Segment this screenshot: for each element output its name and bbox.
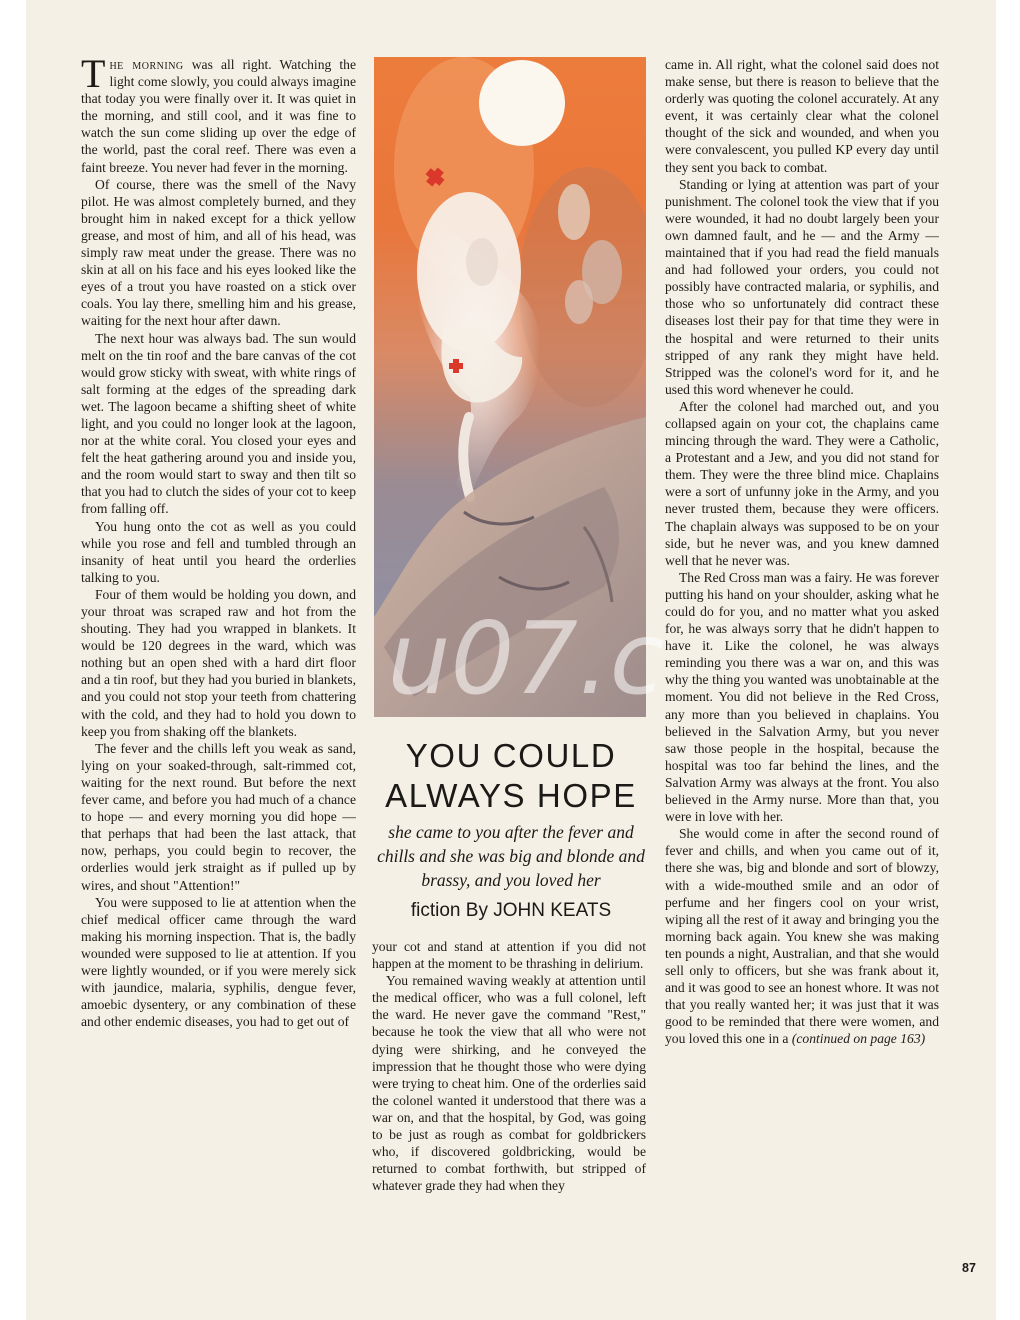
paragraph: After the colonel had marched out, and you collapsed again on your cot, the chaplains came mincing through the ward. They were a Catholic, a Protestant and a Jew, and you did not stand for them. They were the three blind mice. Chaplains were a sort of unfunny joke in the Army, and you never trusted them, because they were officers. The chaplain always was supposed to be on your side, but he never was, and you knew damned well that he never was. xyxy=(665,398,939,568)
magazine-page xyxy=(26,0,996,1320)
paragraph: You remained waving weakly at attention until the medical officer, who was a full colonel, left the ward. He never gave the command "Rest," because he took the view that all who were not dying were shirking, and he conveyed the impression that he thought those who were dying were trying to cheat him. One of the orderlies said the colonel wanted it understood that there was a war on, and that the hospital, by God, was going to be just as rough as combat for goldbrickers who, if discovered goldbricking, would be returned to combat forthwith, but stripped of whatever grade they had when they xyxy=(372,973,646,1194)
body-column-3 xyxy=(665,56,939,1276)
paragraph: your cot and stand at attention if you did not happen at the moment to be thrashing in delirium. xyxy=(372,939,646,972)
article-title: YOU COULD ALWAYS HOPE xyxy=(385,737,637,814)
drop-cap: T xyxy=(81,56,106,96)
body-column-1 xyxy=(81,56,356,1276)
byline: fiction By JOHN KEATS xyxy=(410,900,612,921)
body-column-2 xyxy=(372,938,646,1276)
sun-shape xyxy=(479,60,565,146)
paragraph xyxy=(665,825,939,1047)
paragraph-text: was all right. Watching the light come slowly, you could always imagine that today you were finally over it. It was quiet in the morning, and still cool, and it was fine to watch the sun come sliding up over the edge of the world, past the coral reef. There was even a faint breeze. You never had fever in the morning. xyxy=(81,57,356,175)
paragraph: You hung onto the cot as well as you could while you rose and fell and tumbled through an insanity of heat until you heard the orderlies talking to you. xyxy=(81,518,356,585)
paragraph: The Red Cross man was a fairy. He was forever putting his hand on your shoulder, asking what he could do for you, and no matter what you asked for, he was always sorry that he didn't happen to have it. Like the colonel, he was always reminding you there was a war on, and this was why the thing you wanted was unobtainable at the moment. You did not believe in the Red Cross, any more than you believed in chaplains. You believed in the Salvation Army, but you never saw those people in the hospital, because the hospital was too far behind the lines, and the Salvation Army was always at the front. You also believed in the Army nurse. More than that, you were in love with her. xyxy=(665,569,939,825)
paragraph: Four of them would be holding you down, and your throat was scraped raw and hot from the shouting. They had you wrapped in blankets. It would be 120 degrees in the ward, which was nothing but an open shed with a hard dirt floor and a tin roof, but they had you buried in blankets, and you could not stop your teeth from chattering with the cold, and they had to hold you down to keep you from shaking off the blankets. xyxy=(81,586,356,739)
paragraph: Standing or lying at attention was part of your punishment. The colonel took the view that if you were wounded, it had no doubt largely been your own damned fault, and he — and the Army — maintained that if you had read the field manuals and had followed your orders, you could not possibly have contracted malaria, or syphilis, and those who so unfortunately did contract these diseases lost their pay for that time they were in the hospital and were returned to their units stripped of any rank they might have held. Stripped was the colonel's word for it, and he used this word whenever he could. xyxy=(665,176,939,397)
painting-illustration xyxy=(374,57,646,717)
paragraph: The next hour was always bad. The sun would melt on the tin roof and the bare canvas of the cot would grow sticky with sweat, with white rings of salt forming at the edges of the spreading dark wet. The lagoon became a shifting sheet of white light, and you could no longer look at the lagoon, nor at the white coral. You closed your eyes and felt the heat gathering around you and inside you, and the room would start to sway and then tilt so that you had to clutch the sides of your cot to keep from falling off. xyxy=(81,330,356,517)
page-number: 87 xyxy=(962,1261,976,1275)
paragraph: Of course, there was the smell of the Navy pilot. He was almost completely burned, and they brought him in naked except for a thick yellow grease, and most of him, and all of his head, was simply raw meat under the grease. There was no skin at all on his face and his eyes looked like the eyes of a trout you have roasted on a stick over coals. You lay there, smelling him and his grease, waiting for the next hour after dawn. xyxy=(81,176,356,329)
paragraph: The fever and the chills left you weak as sand, lying on your soaked-through, salt-rimmed cot, waiting for the next round. But before the next fever came, and before you had much of a chance to hope — and every morning you did hope — that perhaps that had been the last attack, that now, perhaps, you could begin to recover, the orderlies would jerk straight as if pulled up by wires, and shout "Attention!" xyxy=(81,740,356,893)
watermark: u07.c xyxy=(387,600,665,717)
continued-line: (continued on page 163) xyxy=(791,1031,926,1047)
illustration-artwork xyxy=(374,57,646,717)
paragraph: came in. All right, what the colonel said does not make sense, but there is reason to believe that the orderly was quoting the colonel accurately. At any event, it was certainly clear what the colonel thought of the sick and wounded, and when you were convalescent, you pulled KP every day until they sent you back to combat. xyxy=(665,57,939,175)
paragraph xyxy=(81,56,356,176)
lead-in-small-caps: he morning xyxy=(109,57,184,72)
paragraph: You were supposed to lie at attention when the chief medical officer came through the ward making his morning inspection. That is, the badly wounded were supposed to lie at attention. If you were lightly wounded, or if you were merely sick with jaundice, malaria, syphilis, dengue fever, amoebic dysentery, or any combination of these and other endemic diseases, you had to get out of xyxy=(81,894,356,1030)
article-deck: she came to you after the fever and chills and she was big and blonde and brassy, and you loved her xyxy=(377,822,645,890)
paragraph-text: She would come in after the second round of fever and chills, and when you came out of it, there she was, big and blonde and sort of blowzy, with a wide-mouthed smile and an odor of perfume and her fingers cool on your wrist, wiping all the rest of it away and bringing you the morning back again. You knew she was making ten pounds a night, Australian, and that she would sell only to officers, but she was frank about it, and it was good to see an honest whore. It was not that you really wanted her; it was just that it was good to be reminded that there were women, and you loved this one in a xyxy=(665,826,939,1047)
